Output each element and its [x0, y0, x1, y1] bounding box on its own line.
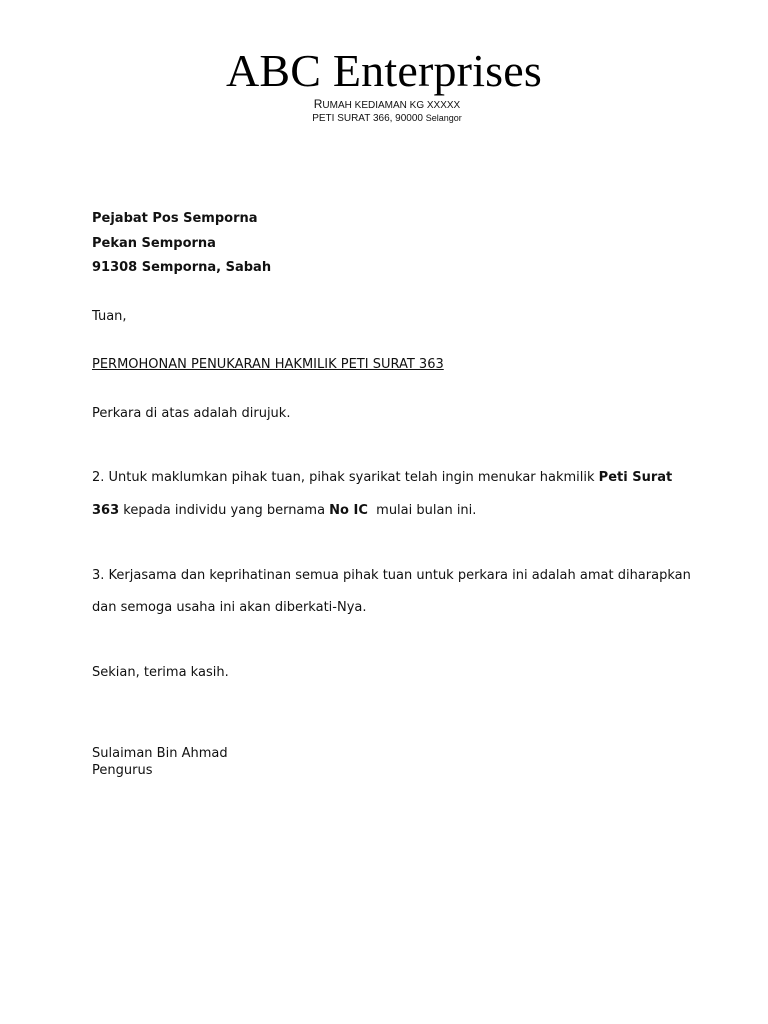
p2-text-2: kepada individu yang bernama — [119, 503, 330, 518]
paragraph-1: Perkara di atas adalah dirujuk. — [92, 406, 291, 421]
signature-title: Pengurus — [92, 763, 153, 778]
address-po-box: PETI SURAT 366, 90000 — [312, 113, 423, 124]
paragraph-3-line-1: 3. Kerjasama dan keprihatinan semua pihak tuan untuk perkara ini adalah amat diharapkan — [92, 568, 691, 583]
p2-bold-1: Peti Surat — [598, 470, 673, 485]
address-initial: R — [313, 97, 323, 111]
letterhead — [0, 44, 768, 125]
p2-text-3: mulai bulan ini. — [367, 503, 477, 518]
paragraph-2-line-1 — [92, 470, 692, 486]
company-name: ABC Enterprises — [225, 45, 542, 96]
signature-name: Sulaiman Bin Ahmad — [92, 746, 228, 761]
paragraph-2-line-2 — [92, 503, 692, 519]
recipient-line-2: Pekan Semporna — [92, 236, 216, 251]
paragraph-3-line-2: dan semoga usaha ini akan diberkati-Nya. — [92, 600, 367, 615]
salutation: Tuan, — [92, 309, 127, 324]
closing: Sekian, terima kasih. — [92, 665, 229, 680]
address-line-2 — [0, 112, 768, 125]
recipient-line-1: Pejabat Pos Semporna — [92, 211, 258, 226]
p2-text-1: 2. Untuk maklumkan pihak tuan, pihak syarikat telah ingin menukar hakmilik — [92, 470, 599, 485]
address-line-1 — [0, 98, 768, 112]
address-line-1-rest: UMAH KEDIAMAN KG XXXXX — [322, 100, 461, 111]
subject-line — [92, 357, 692, 373]
p2-bold-3: No IC — [329, 503, 368, 518]
subject-text: PERMOHONAN PENUKARAN HAKMILIK PETI SURAT 363 — [92, 357, 444, 372]
recipient-line-3: 91308 Semporna, Sabah — [92, 260, 272, 275]
address-state: Selangor — [425, 113, 462, 123]
p2-bold-2: 363 — [92, 503, 120, 518]
